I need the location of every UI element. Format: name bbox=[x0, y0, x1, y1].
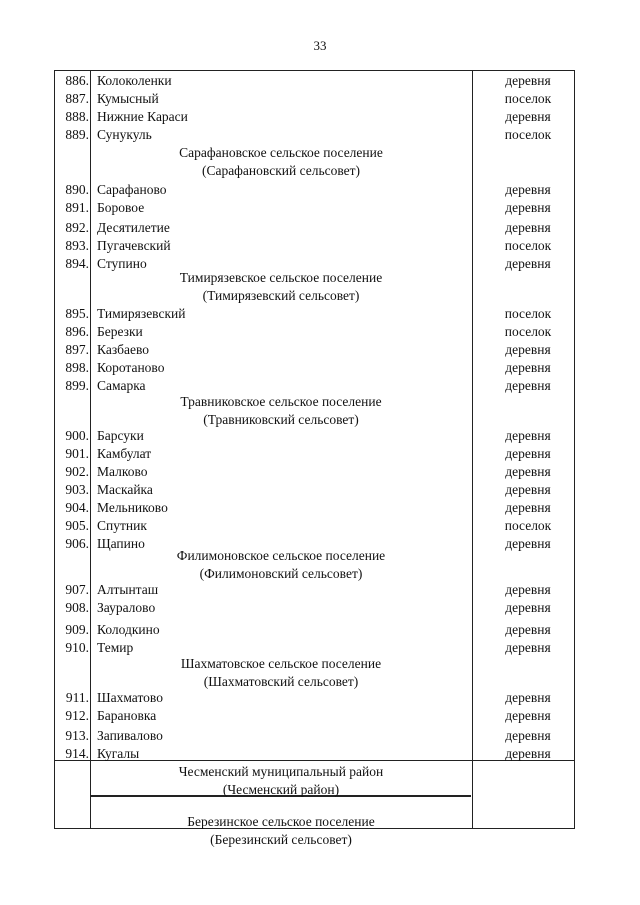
settlement-type: деревня bbox=[505, 428, 551, 443]
section-heading-line2: (Шахматовский сельсовет) bbox=[203, 674, 359, 689]
settlement-type: деревня bbox=[505, 342, 551, 357]
settlement-type: деревня bbox=[505, 256, 551, 271]
section-heading bbox=[90, 144, 472, 180]
row-number: 901. bbox=[65, 446, 89, 461]
settlement-name: Шахматово bbox=[97, 690, 163, 705]
section-heading-line1: Березинское сельское поселение bbox=[187, 814, 375, 829]
section-heading-line2: (Чесменский район) bbox=[222, 782, 340, 797]
settlement-name: Щапино bbox=[97, 536, 145, 551]
settlement-type: деревня bbox=[505, 220, 551, 235]
table-row bbox=[55, 126, 574, 144]
table-row bbox=[55, 237, 574, 255]
section-heading-line2: (Сарафановский сельсовет) bbox=[201, 163, 361, 178]
row-number: 907. bbox=[65, 582, 89, 597]
table-row bbox=[55, 305, 574, 323]
row-number: 887. bbox=[65, 91, 89, 106]
row-number: 908. bbox=[65, 600, 89, 615]
settlement-type: деревня bbox=[505, 600, 551, 615]
settlement-type: поселок bbox=[504, 238, 552, 253]
table-row bbox=[55, 499, 574, 517]
row-number: 910. bbox=[65, 640, 89, 655]
settlements-table bbox=[54, 70, 575, 847]
section-heading-line1: Сарафановское сельское поселение bbox=[179, 145, 383, 160]
settlement-name: Колодкино bbox=[97, 622, 160, 637]
row-number: 888. bbox=[65, 109, 89, 124]
section-heading bbox=[90, 269, 472, 305]
settlement-name: Темир bbox=[97, 640, 134, 655]
settlement-name: Березки bbox=[97, 324, 143, 339]
row-number: 897. bbox=[65, 342, 89, 357]
table-row bbox=[55, 341, 574, 359]
row-number: 898. bbox=[65, 360, 89, 375]
table-row bbox=[55, 90, 574, 108]
row-number: 914. bbox=[65, 746, 89, 761]
table-row bbox=[55, 72, 574, 90]
settlement-type: деревня bbox=[505, 690, 551, 705]
table-row bbox=[55, 445, 574, 463]
settlement-name: Маскайка bbox=[97, 482, 153, 497]
settlement-type: поселок bbox=[504, 518, 552, 533]
section-heading bbox=[90, 547, 472, 583]
settlement-type: деревня bbox=[505, 582, 551, 597]
table-row bbox=[55, 517, 574, 535]
settlement-name: Колоколенки bbox=[97, 73, 172, 88]
row-number: 886. bbox=[65, 73, 89, 88]
row-number: 891. bbox=[65, 200, 89, 215]
settlement-name: Малково bbox=[97, 464, 148, 479]
table-row bbox=[55, 727, 574, 745]
settlement-name: Боровое bbox=[97, 200, 145, 215]
row-number: 894. bbox=[65, 256, 89, 271]
section-heading-line1: Тимирязевское сельское поселение bbox=[179, 270, 383, 285]
section-heading bbox=[90, 393, 472, 429]
settlement-type: деревня bbox=[505, 446, 551, 461]
settlement-name: Зауралово bbox=[97, 600, 156, 615]
row-number: 889. bbox=[65, 127, 89, 142]
settlement-name: Запивалово bbox=[97, 728, 163, 743]
table-row bbox=[55, 463, 574, 481]
settlement-type: деревня bbox=[505, 500, 551, 515]
settlement-type: деревня bbox=[505, 464, 551, 479]
settlement-name: Коротаново bbox=[97, 360, 165, 375]
section-heading-line1: Шахматовское сельское поселение bbox=[180, 656, 382, 671]
section-heading bbox=[90, 813, 472, 849]
settlement-type: деревня bbox=[505, 182, 551, 197]
row-number: 892. bbox=[65, 220, 89, 235]
settlement-type: деревня bbox=[505, 708, 551, 723]
settlement-name: Сунукуль bbox=[97, 127, 152, 142]
settlement-type: деревня bbox=[505, 73, 551, 88]
row-number: 909. bbox=[65, 622, 89, 637]
table-row bbox=[55, 108, 574, 126]
table-row bbox=[55, 427, 574, 445]
settlement-type: поселок bbox=[504, 91, 552, 106]
settlement-type: деревня bbox=[505, 746, 551, 761]
section-heading-line1: Чесменский муниципальный район bbox=[178, 764, 384, 779]
table-row bbox=[55, 481, 574, 499]
table-row bbox=[55, 745, 574, 763]
table-row bbox=[55, 599, 574, 617]
row-number: 904. bbox=[65, 500, 89, 515]
settlement-name: Кугалы bbox=[97, 746, 140, 761]
row-number: 913. bbox=[65, 728, 89, 743]
settlement-name: Сарафаново bbox=[97, 182, 167, 197]
settlement-type: поселок bbox=[504, 127, 552, 142]
settlement-name: Камбулат bbox=[97, 446, 152, 461]
settlement-type: поселок bbox=[504, 306, 552, 321]
settlement-type: деревня bbox=[505, 640, 551, 655]
settlement-type: деревня bbox=[505, 482, 551, 497]
table-row bbox=[55, 707, 574, 725]
settlement-name: Нижние Караси bbox=[97, 109, 188, 124]
row-number: 895. bbox=[65, 306, 89, 321]
row-number: 890. bbox=[65, 182, 89, 197]
table-row bbox=[55, 581, 574, 599]
settlement-name: Барсуки bbox=[97, 428, 144, 443]
row-number: 905. bbox=[65, 518, 89, 533]
settlement-type: деревня bbox=[505, 728, 551, 743]
settlement-type: деревня bbox=[505, 378, 551, 393]
settlement-type: поселок bbox=[504, 324, 552, 339]
section-heading-line2: (Травниковский сельсовет) bbox=[203, 412, 359, 427]
row-number: 902. bbox=[65, 464, 89, 479]
row-number: 899. bbox=[65, 378, 89, 393]
section-heading-line1: Филимоновское сельское поселение bbox=[176, 548, 386, 563]
table-row bbox=[55, 689, 574, 707]
settlement-name: Самарка bbox=[97, 378, 146, 393]
settlement-type: деревня bbox=[505, 622, 551, 637]
settlement-name: Десятилетие bbox=[97, 220, 170, 235]
section-heading bbox=[90, 763, 472, 799]
row-number: 893. bbox=[65, 238, 89, 253]
row-number: 906. bbox=[65, 536, 89, 551]
settlement-name: Кумысный bbox=[97, 91, 159, 106]
row-number: 900. bbox=[65, 428, 89, 443]
row-number: 912. bbox=[65, 708, 89, 723]
table-row bbox=[55, 219, 574, 237]
section-heading-line2: (Филимоновский сельсовет) bbox=[199, 566, 363, 581]
table-row bbox=[55, 621, 574, 639]
settlement-type: деревня bbox=[505, 109, 551, 124]
section-heading-line2: (Березинский сельсовет) bbox=[210, 832, 352, 847]
table-row bbox=[55, 359, 574, 377]
settlement-name: Барановка bbox=[97, 708, 157, 723]
settlement-name: Пугачевский bbox=[97, 238, 171, 253]
row-number: 903. bbox=[65, 482, 89, 497]
settlement-type: деревня bbox=[505, 536, 551, 551]
row-number: 896. bbox=[65, 324, 89, 339]
table-row bbox=[55, 181, 574, 199]
section-heading-line2: (Тимирязевский сельсовет) bbox=[202, 288, 360, 303]
table-row bbox=[55, 323, 574, 341]
settlement-name: Спутник bbox=[97, 518, 147, 533]
settlement-type: деревня bbox=[505, 360, 551, 375]
settlement-name: Казбаево bbox=[97, 342, 150, 357]
section-heading-line1: Травниковское сельское поселение bbox=[180, 394, 382, 409]
table-row bbox=[55, 199, 574, 217]
settlement-name: Тимирязевский bbox=[97, 306, 186, 321]
settlement-name: Ступино bbox=[97, 256, 147, 271]
settlement-name: Алтынташ bbox=[97, 582, 159, 597]
settlement-type: деревня bbox=[505, 200, 551, 215]
page-number: 33 bbox=[313, 38, 327, 53]
section-heading bbox=[90, 655, 472, 691]
settlement-name: Мельниково bbox=[97, 500, 168, 515]
row-number: 911. bbox=[65, 690, 89, 705]
